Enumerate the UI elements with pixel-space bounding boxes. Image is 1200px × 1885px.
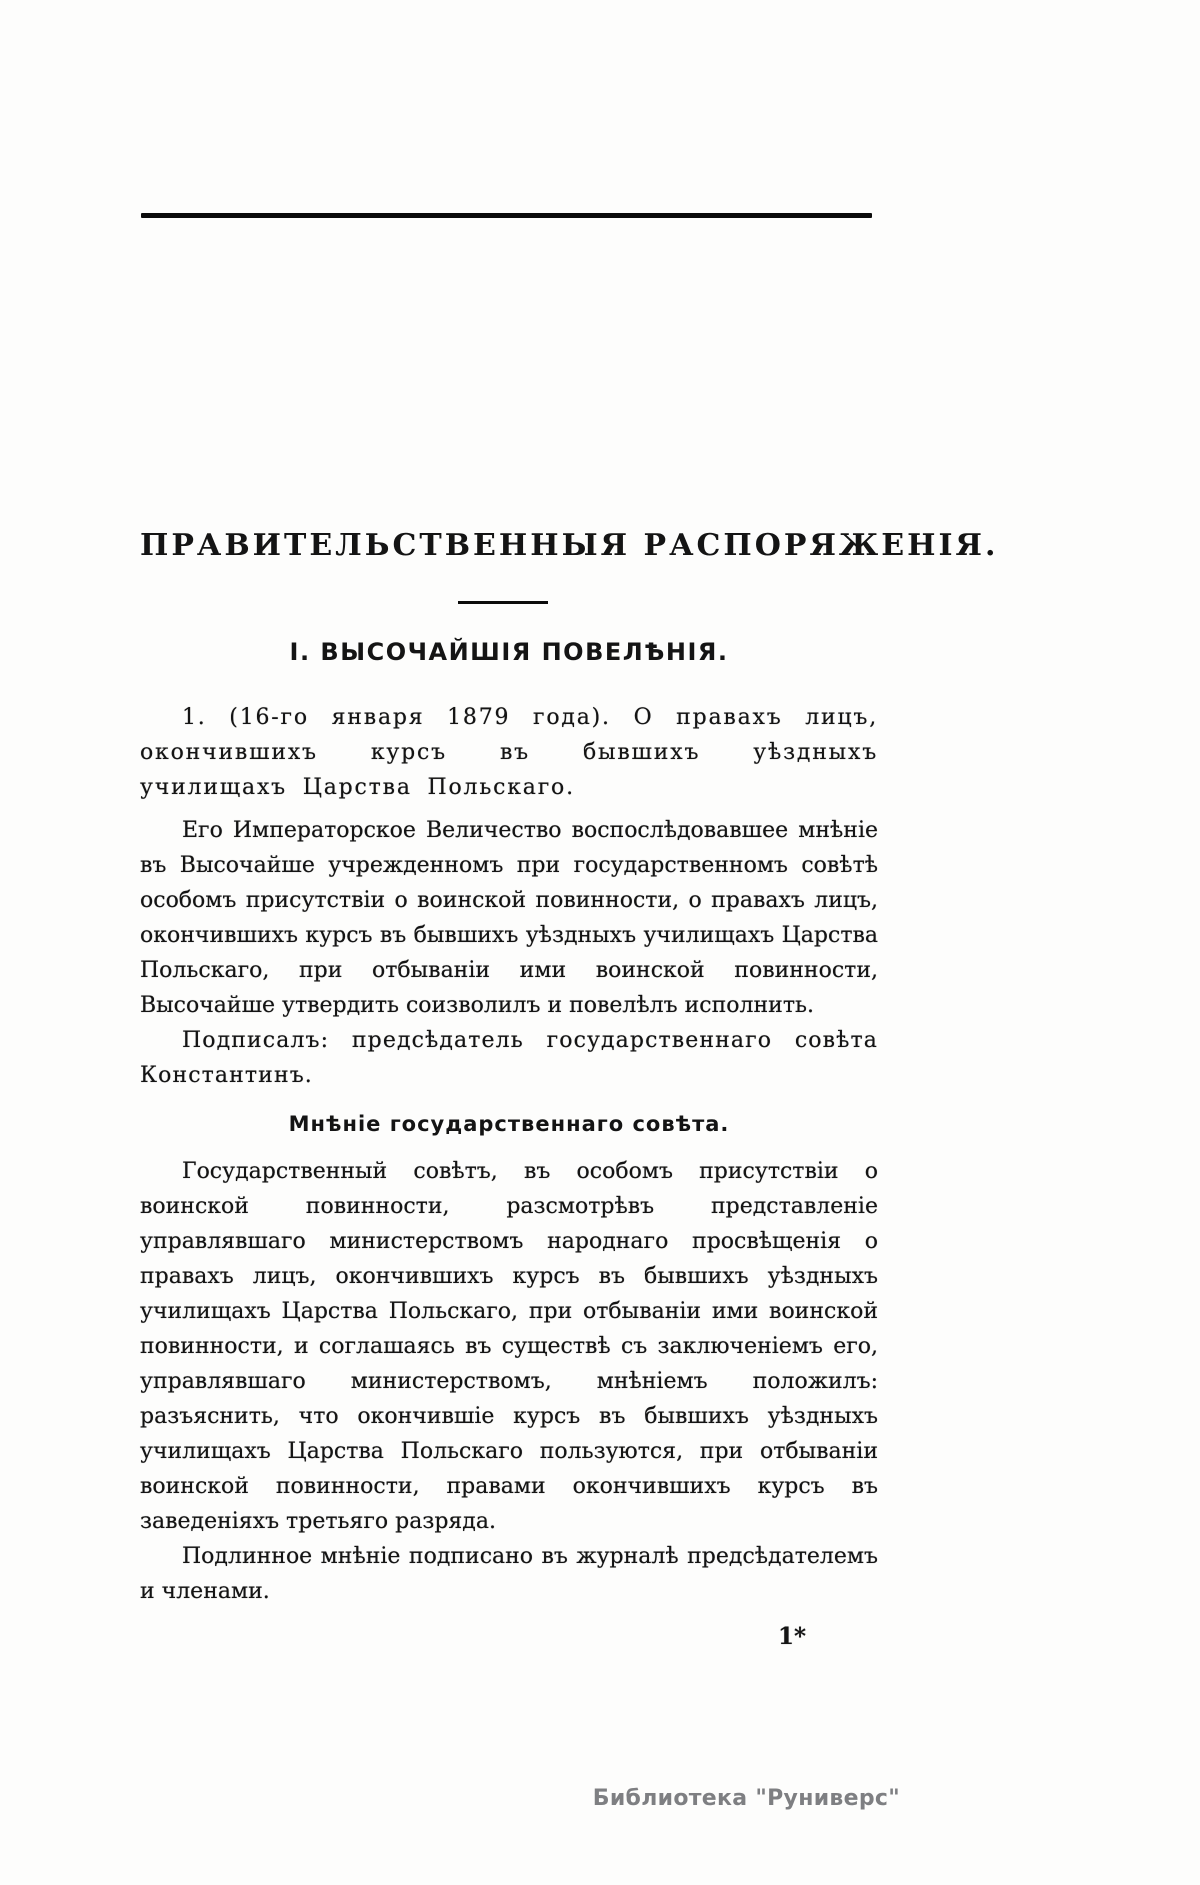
page-number: 1*	[777, 1623, 806, 1650]
opinion-paragraph: Государственный совѣтъ, въ особомъ присутствіи о воинской повинности, разсмотрѣвъ представленіе управлявшаго министерствомъ народнаго просвѣщенія о правахъ лицъ, окончившихъ курсъ въ бывшихъ уѣздныхъ училищахъ Царства Польскаго, при отбываніи ими воинской повинности, и соглашаясь въ существѣ съ заключеніемъ его, управлявшаго министерствомъ, мнѣніемъ положилъ: разъяснить, что окончившіе курсъ въ бывшихъ уѣздныхъ училищахъ Царства Польскаго пользуются, при отбываніи воинской повинности, правами окончившихъ курсъ въ заведеніяхъ третьяго разряда.	[140, 1159, 878, 1534]
body-paragraph: Его Императорское Величество воспослѣдовавшее мнѣніе въ Высочайше учрежденномъ при государственномъ совѣтѣ особомъ присутствіи о воинской повинности, о правахъ лицъ, окончившихъ курсъ въ бывшихъ уѣздныхъ училищахъ Царства Польскаго, при отбываніи ими воинской повинности, Высочайше утвердить соизволилъ и повелѣлъ исполнить.	[140, 818, 878, 1018]
signature-line: Подписалъ: предсѣдатель государственнаго совѣта Константинъ.	[140, 1028, 878, 1088]
closing-paragraph: Подлинное мнѣніе подписано въ журналѣ предсѣдателемъ и членами.	[140, 1544, 878, 1604]
title-divider	[458, 601, 548, 604]
decree-title: 1. (16-го января 1879 года). О правахъ лицъ, окончившихъ курсъ въ бывшихъ уѣздныхъ училищахъ Царства Польскаго.	[140, 705, 878, 800]
library-watermark: Библиотека "Руниверс"	[592, 1786, 900, 1811]
header-rule	[141, 213, 872, 218]
page-title: ПРАВИТЕЛЬСТВЕННЫЯ РАСПОРЯЖЕНІЯ.	[140, 528, 999, 563]
document-body	[140, 700, 878, 1654]
opinion-heading: Мнѣніе государственнаго совѣта.	[288, 1112, 730, 1136]
section-heading: I. ВЫСОЧАЙШІЯ ПОВЕЛѢНІЯ.	[289, 638, 729, 666]
